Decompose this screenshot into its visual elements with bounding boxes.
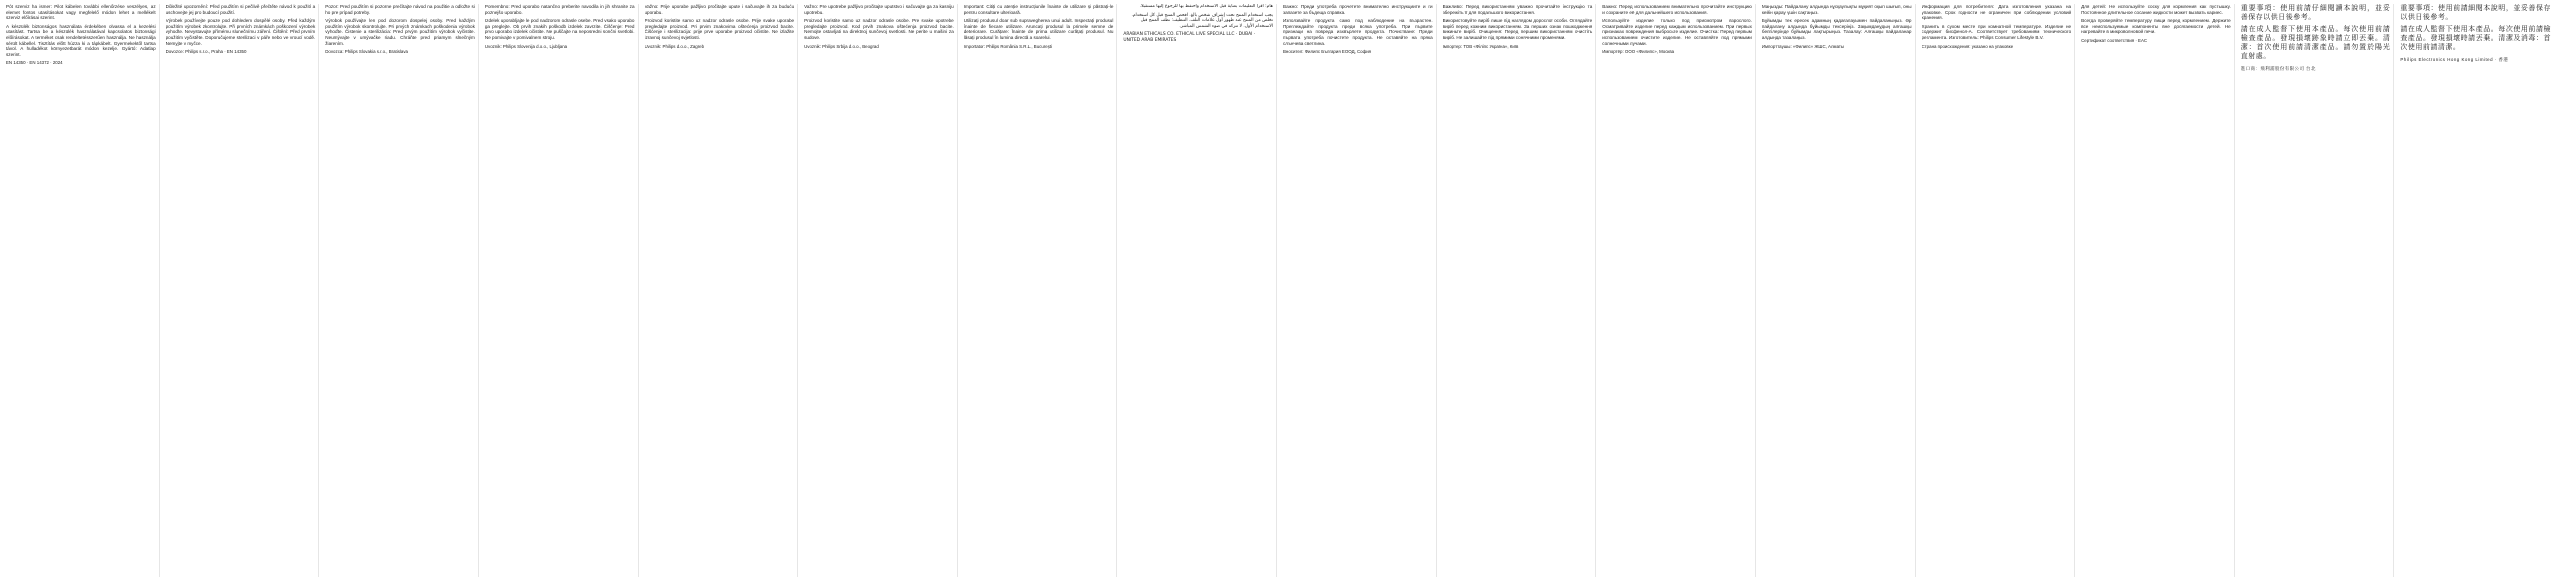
- column-address: 進口商：飛利浦股份有限公司 台北: [2240, 66, 2316, 71]
- column-ar: [1123, 4, 1277, 577]
- column-intro: Důležité upozornění: Před použitím si pečlivě přečtěte návod k použití a uschovejte jej pro budoucí použití.: [165, 4, 316, 15]
- column-intro: Важно: Преди употреба прочетете внимателно инструкциите и ги запазете за бъдеща справка.: [1283, 4, 1433, 15]
- column-sr: [804, 4, 958, 577]
- column-address: EN 14350 · EN 14372 · 2024: [6, 60, 63, 66]
- column-address: Страна происхождения: указано на упаковке: [1921, 43, 2014, 49]
- column-body: Výrobok používajte len pod dozorom dospelej osoby. Pred každým použitím výrobok skontrolujte. Pri prvých známkach poškodenia výrobok vyhoďte. Čistenie a sterilizácia: Pred prvým použitím výrobok vyčistite. Neumývajte v umývačke riadu. Chráňte pred priamym slnečným žiarením.: [325, 18, 475, 46]
- column-address: Импортёр: ООО «Филипс», Москва: [1602, 49, 1675, 55]
- column-bg: [1283, 4, 1437, 577]
- column-address: Сертификат соответствия · ЕАС: [2081, 37, 2147, 43]
- column-body: Используйте изделие только под присмотром взрослого. Осматривайте изделие перед каждым использованием. При первых признаках повреждения выбросьте изделие. Очистка: Перед первым использованием очистите изделие. Не оставляйте под прямыми солнечными лучами.: [1602, 18, 1752, 46]
- column-body: Хранить в сухом месте при комнатной температуре. Изделие не содержит бисфенол-А. Соответствует требованиям технического регламента. Изготовитель: Philips Consumer Lifestyle B.V.: [1921, 23, 2072, 40]
- column-body: Proizvod koristite samo uz nadzor odrasle osobe. Prije svake uporabe pregledajte proizvod. Pri prvim znakovima oštećenja proizvod bacite. Čišćenje i sterilizacija: prije prve uporabe proizvod očistite. Ne izlažite izravnoj sunčevoj svjetlosti.: [644, 18, 795, 40]
- column-intro: Маңызды: Пайдалану алдында нұсқаулықты мұқият оқып шығып, оны кейін қарау үшін сақтаңыз.: [1761, 4, 1912, 15]
- column-body: 請在成人監督下使用本產品。每次使用前請檢查產品。發現損壞時請丟棄。清潔及消毒：首次使用前請清潔。: [2400, 26, 2551, 51]
- column-intro: Информация для потребителя: Дата изготовления указана на упаковке. Срок годности не ограничен при соблюдении условий хранения.: [1921, 4, 2072, 21]
- column-intro: Важно: Перед использованием внимательно прочитайте инструкцию и сохраните её для дальнейшего использования.: [1602, 4, 1752, 15]
- column-intro: Pót szerviz ha ismer: Pilot kábelen további ellenőrzése veszélyes, az elemet fontos utasításokat vagy megfelelő módon lehet a mellékelt szerviz előírásai szerint.: [6, 4, 156, 21]
- column-body: Výrobek používejte pouze pod dohledem dospělé osoby. Před každým použitím výrobek zkontrolujte. Při prvních známkách poškození výrobek vyhoďte. Nevystavujte přímému slunečnímu záření. Čištění: Před prvním použitím vyčistěte. Doporučujeme sterilizaci v páře nebo ve vroucí vodě. Nemyjte v myčce.: [165, 18, 316, 46]
- column-ro: [964, 4, 1118, 577]
- column-ru-warn: [2081, 4, 2235, 577]
- column-address: Uvoznik: Philips Slovenija d.o.o., Ljubljana: [484, 43, 568, 49]
- column-body: Всегда проверяйте температуру пищи перед кормлением. Держите все неиспользуемые компоненты вне досягаемости детей. Не нагревайте в микроволновой печи.: [2081, 18, 2231, 35]
- column-intro: Važno: Prije uporabe pažljivo pročitajte upute i sačuvajte ih za buduću uporabu.: [644, 4, 795, 15]
- column-address: Uvoznik: Philips d.o.o., Zagreb: [644, 43, 705, 49]
- column-address: Uvoznik: Philips Srbija d.o.o., Beograd: [804, 43, 879, 49]
- column-cs: [166, 4, 320, 577]
- column-body: Бұйымды тек ересек адамның қадағалауымен пайдаланыңыз. Әр пайдалану алдында бұйымды тексеріңіз. Зақымданудың алғашқы белгілерінде бұйымды лақтырыңыз. Тазалау: Алғашқы пайдаланар алдында тазалаңыз.: [1761, 18, 1912, 40]
- column-kk: [1762, 4, 1916, 577]
- column-address: Dovozca: Philips Slovakia s.r.o., Bratislava: [325, 49, 408, 55]
- column-sl: [485, 4, 639, 577]
- column-intro: Pozor: Pred použitím si pozorne prečítajte návod na použitie a odložte si ho pre prípad potreby.: [325, 4, 475, 15]
- column-body: Proizvod koristite samo uz nadzor odrasle osobe. Pre svake upotrebe pregledajte proizvod. Kod prvih znakova oštećenja proizvod bacite. Nemojte ostavljati na direktnoj sunčevoj svetlosti. Ne perite u mašini za sudove.: [804, 18, 954, 40]
- column-zh-tw: [2241, 4, 2395, 577]
- column-body: Izdelek uporabljajte le pod nadzorom odrasle osebe. Pred vsako uporabo ga preglejte. Ob prvih znakih poškodb izdelek zavrzite. Čiščenje: Pred prvo uporabo izdelek očistite. Ne puščajte na neposredni sončni svetlobi. Ne pomivajte v pomivalnem stroju.: [484, 18, 635, 40]
- column-ru-info: [1922, 4, 2076, 577]
- column-intro: هام: اقرأ التعليمات بعناية قبل الاستخدام واحتفظ بها للرجوع إليها مستقبلاً.: [1139, 4, 1273, 9]
- column-body: Використовуйте виріб лише під наглядом дорослої особи. Оглядайте виріб перед кожним використанням. За перших ознак пошкодження викиньте виріб. Очищення: Перед першим використанням очистіть виріб. Не залишайте під прямими сонячними променями.: [1442, 18, 1593, 40]
- column-hr: [645, 4, 799, 577]
- column-intro: Pomembno: Pred uporabo natančno preberite navodila in jih shranite za poznejšo uporabo.: [484, 4, 635, 15]
- column-body: Utilizați produsul doar sub supravegherea unui adult. Inspectați produsul înainte de fiecare utilizare. Aruncați produsul la primele semne de deteriorare. Curățare: Înainte de prima utilizare curățați produsul. Nu lăsați produsul în lumina directă a soarelui.: [963, 18, 1114, 40]
- column-address: Philips Electronics Hong Kong Limited · 香港: [2400, 57, 2509, 62]
- column-hu: [6, 4, 160, 577]
- column-intro: Для детей: Не используйте соску для кормления как пустышку. Постоянное длительное сосание жидкости может вызвать кариес.: [2081, 4, 2231, 15]
- column-intro: 重要事項：使用前請細閱本說明，並妥善保存以供日後參考。: [2400, 5, 2551, 21]
- column-address: Імпортер: ТОВ «Філіпс Україна», Київ: [1442, 43, 1519, 49]
- column-intro: 重要事項：使用前請仔細閱讀本說明，並妥善保存以供日後參考。: [2240, 5, 2391, 21]
- column-address: ARABIAN ETHICALS CO. ETHICAL LIVE SPECIAL LLC · DUBAI · UNITED ARAB EMIRATES: [1123, 32, 1256, 43]
- column-address: Импорттаушы: «Филипс» ЖШС, Алматы: [1761, 43, 1845, 49]
- column-body: يجب استخدام المنتج تحت إشراف شخص بالغ. افحص المنتج قبل كل استخدام. تخلص من المنتج عند ظهور أول علامات التلف. التنظيف: نظف المنتج قبل الاستخدام الأول. لا تتركه في ضوء الشمس المباشر.: [1131, 12, 1273, 29]
- column-body: 請在成人監督下使用本產品。每次使用前請檢查產品。發現損壞跡象時請立即丟棄。清潔：首次使用前請清潔產品。請勿置於陽光直射處。: [2240, 26, 2391, 60]
- column-body: A készülék biztonságos használata érdekében olvassa el a kezelési utasítást. Tartsa be a készülék használatával kapcsolatos biztonsági előírásokat. A terméket csak rendeltetésszerűen használja. Ne használja sérült kábellel. Tisztítás előtt húzza ki a tápkábelt. Gyermekektől tartsa távol. A hulladékot környezetbarát módon kezelje. Gyártó: Adatlap szerint.: [6, 23, 156, 57]
- column-zh-hk: [2400, 4, 2554, 577]
- column-uk: [1443, 4, 1597, 577]
- column-address: Dovozce: Philips s.r.o., Praha · EN 14350: [165, 49, 247, 55]
- column-intro: Važno: Pre upotrebe pažljivo pročitajte uputstvo i sačuvajte ga za kasniju upotrebu.: [804, 4, 954, 15]
- column-address: Вносител: Филипс България ЕООД, София: [1283, 49, 1372, 55]
- column-ru: [1602, 4, 1756, 577]
- column-body: Използвайте продукта само под наблюдение на възрастен. Преглеждайте продукта преди всяка употреба. При първите признаци на повреда изхвърлете продукта. Почистване: Преди първата употреба почистете продукта. Не оставяйте на пряка слънчева светлина.: [1283, 18, 1433, 46]
- column-sk: [325, 4, 479, 577]
- column-intro: Важливо: Перед використанням уважно прочитайте інструкцію та збережіть її для подальшого використання.: [1442, 4, 1593, 15]
- column-intro: Important: Citiți cu atenție instrucțiunile înainte de utilizare și păstrați-le pentru consultare ulterioară.: [963, 4, 1114, 15]
- column-address: Importator: Philips România S.R.L., București: [963, 43, 1053, 49]
